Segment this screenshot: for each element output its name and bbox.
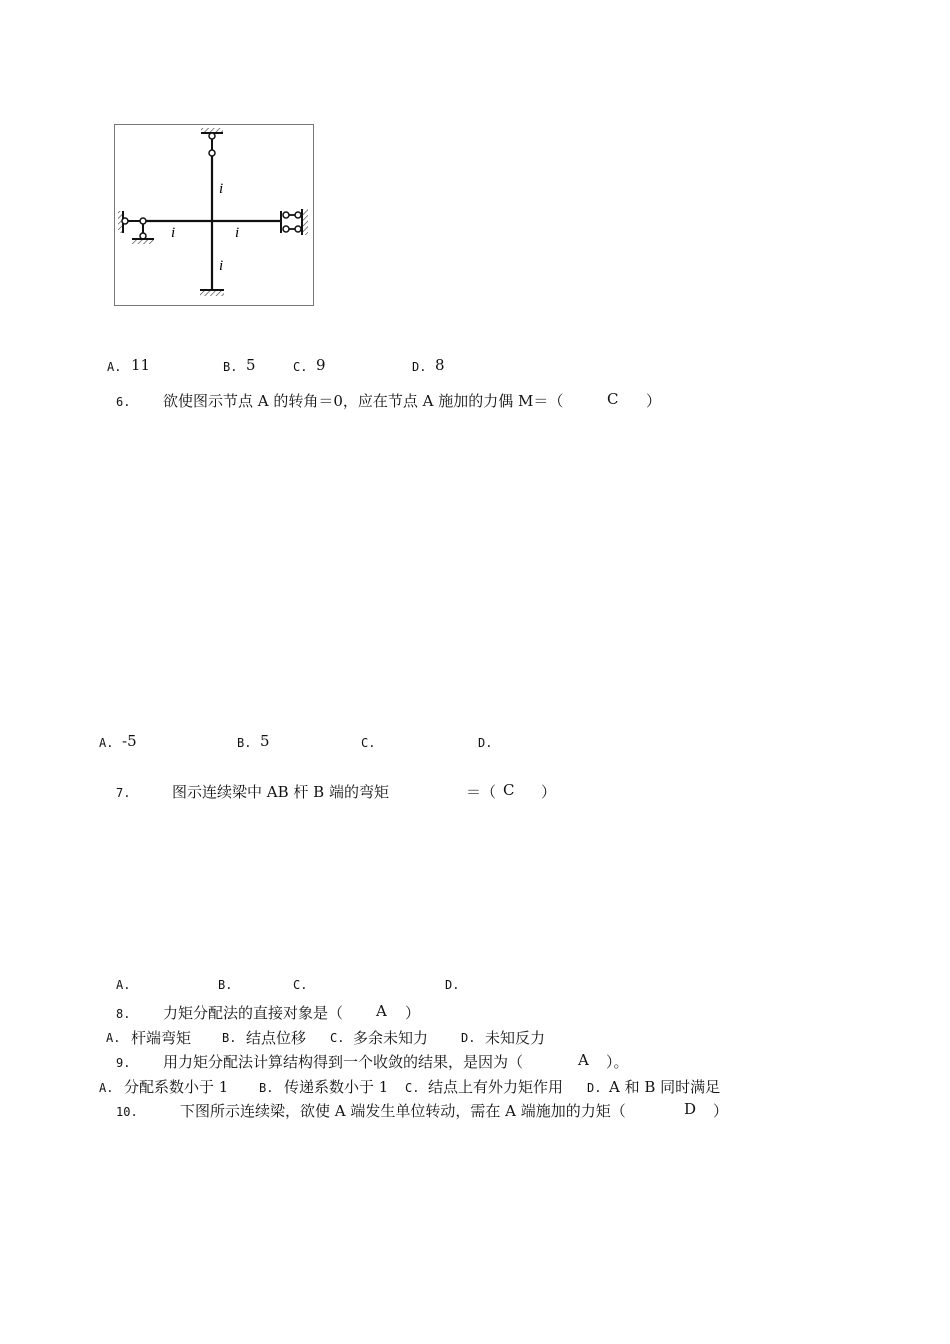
- q8-option-b-letter: B.: [222, 1031, 237, 1045]
- right-pin-upper-a: [283, 212, 289, 218]
- q10-text: 下图所示连续梁，欲使 A 端发生单位转动，需在 A 端施加的力矩（: [180, 1102, 626, 1120]
- q9-option-c-letter: C.: [405, 1081, 420, 1095]
- q7-option-a-letter: A.: [116, 978, 131, 992]
- q8-option-d-text: 未知反力: [485, 1029, 546, 1047]
- q9-option-c-text: 结点上有外力矩作用: [428, 1078, 564, 1096]
- q6-option-a-value: -5: [122, 732, 137, 750]
- right-pin-upper-b: [295, 212, 301, 218]
- q7-text: 图示连续梁中 AB 杆 B 端的弯矩: [172, 783, 389, 801]
- left-bottom-hatch: [132, 240, 154, 244]
- q7-option-c-letter: C.: [293, 978, 308, 992]
- q8-option-a-letter: A.: [106, 1031, 121, 1045]
- q6-option-a-letter: A.: [99, 736, 114, 750]
- right-pin-lower-a: [283, 226, 289, 232]
- q7-number: 7.: [116, 786, 131, 800]
- frame-diagram: [115, 125, 313, 305]
- q9-option-d-letter: D.: [587, 1081, 602, 1095]
- q5-option-b-value: 5: [246, 356, 256, 374]
- q9-answer: A: [578, 1051, 589, 1069]
- q7-option-b-letter: B.: [218, 978, 233, 992]
- q7-option-d-letter: D.: [445, 978, 460, 992]
- q10-answer: D: [684, 1100, 697, 1118]
- q8-answer: A: [376, 1002, 387, 1020]
- q8-text: 力矩分配法的直接对象是（: [163, 1004, 344, 1022]
- q8-number: 8.: [116, 1007, 131, 1021]
- q6-text: 欲使图示节点 A 的转角＝0，应在节点 A 施加的力偶 M＝（: [163, 392, 564, 410]
- q9-close: ）。: [606, 1053, 629, 1071]
- q8-option-a-text: 杆端弯矩: [131, 1029, 192, 1047]
- right-pin-lower-b: [295, 226, 301, 232]
- bottom-support-hatch: [200, 291, 224, 296]
- q6-number: 6.: [116, 395, 131, 409]
- top-support-hinge: [209, 150, 215, 156]
- q6-option-b-letter: B.: [237, 736, 252, 750]
- q8-option-b-text: 结点位移: [246, 1029, 307, 1047]
- frame-figure: [114, 124, 314, 306]
- q9-option-b-letter: B.: [259, 1081, 274, 1095]
- q8-option-d-letter: D.: [461, 1031, 476, 1045]
- q9-text: 用力矩分配法计算结构得到一个收敛的结果，是因为（: [163, 1053, 524, 1071]
- q5-option-a-letter: A.: [107, 360, 122, 374]
- label-i-left: i: [171, 225, 176, 241]
- q10-number: 10.: [116, 1105, 138, 1119]
- q7-close: ）: [541, 783, 557, 801]
- q6-close: ）: [646, 392, 662, 410]
- label-i-bottom: i: [219, 258, 224, 274]
- q6-option-b-value: 5: [260, 732, 270, 750]
- q9-number: 9.: [116, 1056, 131, 1070]
- left-support-pin: [122, 218, 128, 224]
- q6-answer: C: [607, 390, 619, 408]
- q6-option-d-letter: D.: [478, 736, 493, 750]
- label-i-top: i: [219, 181, 224, 197]
- q9-option-b-text: 传递系数小于 1: [284, 1078, 389, 1096]
- q9-option-a-text: 分配系数小于 1: [124, 1078, 229, 1096]
- q5-option-a-value: 11: [131, 356, 151, 374]
- q8-option-c-text: 多余未知力: [353, 1029, 429, 1047]
- q5-option-d-letter: D.: [412, 360, 427, 374]
- top-support-pin: [209, 133, 215, 139]
- label-i-right: i: [235, 225, 240, 241]
- q10-close: ）: [713, 1102, 729, 1120]
- q5-option-b-letter: B.: [223, 360, 238, 374]
- q9-option-a-letter: A.: [99, 1081, 114, 1095]
- q9-option-d-text: A 和 B 同时满足: [609, 1078, 721, 1096]
- q8-close: ）: [405, 1004, 421, 1022]
- q5-option-c-value: 9: [316, 356, 326, 374]
- q7-answer: C: [503, 781, 515, 799]
- right-support-hatch: [303, 209, 308, 235]
- q6-option-c-letter: C.: [361, 736, 376, 750]
- left-hinge: [140, 218, 146, 224]
- q5-option-d-value: 8: [435, 356, 445, 374]
- q5-option-c-letter: C.: [293, 360, 308, 374]
- q7-equals: ＝（: [466, 783, 497, 801]
- q8-option-c-letter: C.: [330, 1031, 345, 1045]
